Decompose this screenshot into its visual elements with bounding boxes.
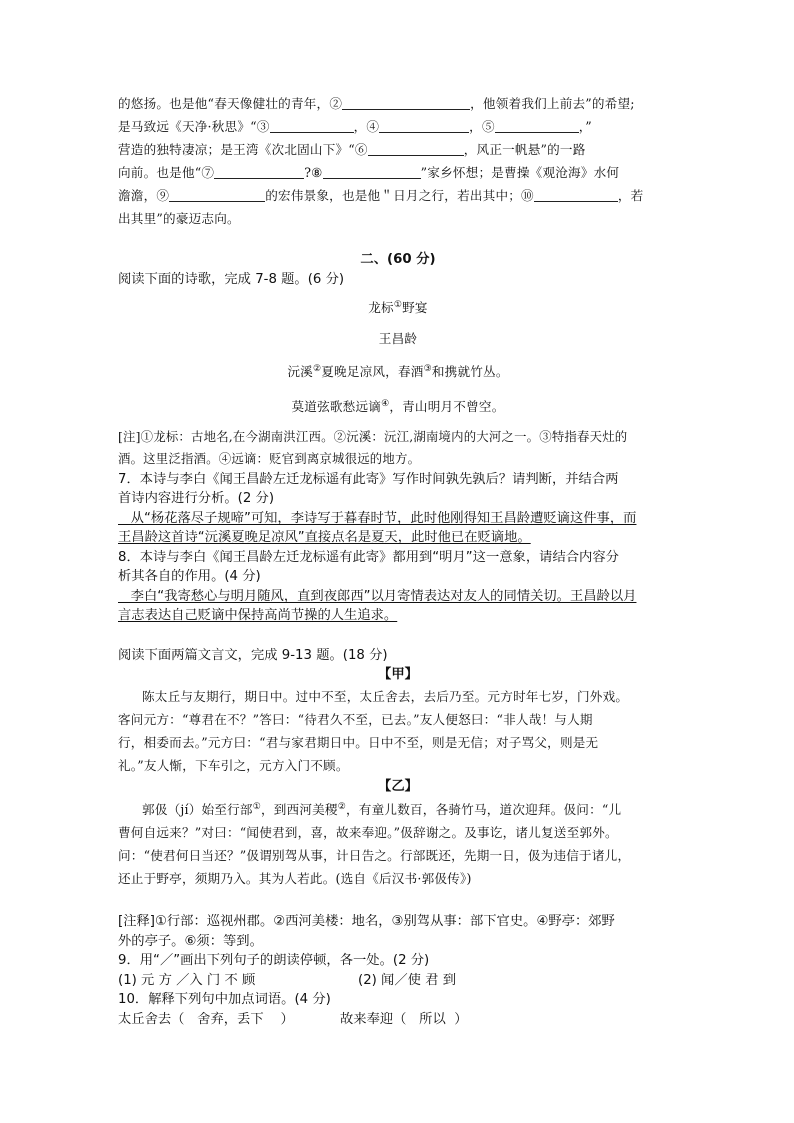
poem-title bbox=[118, 293, 678, 320]
answer-blank[interactable] bbox=[270, 118, 354, 133]
answer-blank[interactable] bbox=[323, 164, 421, 179]
footnote-marker: ② bbox=[312, 364, 322, 375]
answer-blank[interactable] bbox=[368, 141, 464, 156]
text: ，到西河美稷 bbox=[260, 802, 338, 818]
answer-text: 王昌龄这首诗“沅溪夏晚足凉风”直接点名是夏天，此时他已在贬谪地。 bbox=[118, 530, 531, 546]
text: 澹澹，⑨ bbox=[118, 188, 170, 203]
text: ，若 bbox=[617, 188, 644, 203]
fill-line-6: 出其里”的豪迈志向。 bbox=[118, 211, 240, 226]
fill-line-2 bbox=[118, 115, 678, 138]
text: 莫道弦歌愁远谪 bbox=[291, 399, 382, 415]
passage-yi bbox=[118, 796, 678, 890]
footnote-marker: ① bbox=[393, 300, 403, 310]
question-items bbox=[118, 971, 678, 991]
text: ?⑧ bbox=[304, 165, 323, 180]
passage-yi-heading: 【乙】 bbox=[378, 778, 418, 794]
passage-line: 曹何自远来？”对曰：“闻使君到，喜，故来奉迎。”伋辞谢之。及事讫，诸儿复送至郭外。 bbox=[118, 825, 618, 841]
poem-line-2 bbox=[118, 392, 678, 419]
answer-text: 言志表达自己贬谪中保持高尚节操的人生追求。 bbox=[118, 608, 398, 624]
section-heading: 二、(60 分) bbox=[360, 252, 436, 267]
answer-blank[interactable] bbox=[214, 164, 304, 179]
text: 和携就竹丛。 bbox=[431, 364, 509, 380]
text: ，有童儿数百，各骑竹马，道次迎拜。伋问：“儿 bbox=[346, 802, 622, 818]
answer-blank[interactable] bbox=[495, 118, 579, 133]
fill-in-section bbox=[118, 92, 678, 230]
text: ，⑤ bbox=[469, 119, 495, 134]
text: 龙标 bbox=[368, 300, 394, 316]
question-text: 9．用“／”画出下列句子的朗读停顿，各一处。(2 分) bbox=[118, 953, 430, 969]
fill-line-5 bbox=[118, 184, 678, 207]
text: 营造的独特凄凉；是王湾《次北固山下》“⑥ bbox=[118, 142, 368, 157]
text: ，④ bbox=[353, 119, 380, 134]
passage-jia bbox=[118, 685, 678, 777]
text: ，风正一帆悬”的一路 bbox=[463, 142, 586, 157]
passage-line: 客问元方：“尊君在不？”答曰：“待君久不至，已去。”友人便怒曰：“非人哉！与人期 bbox=[118, 711, 593, 727]
footnote-marker: ④ bbox=[381, 399, 390, 410]
answer-text: 李白“我寄愁心与明月随风，直到夜郎西”以月寄情表达对友人的同情关切。王昌龄以月 bbox=[118, 588, 637, 604]
passage-line: 陈太丘与友期行，期日中。过中不至，太丘舍去，去后乃至。元方时年七岁，门外戏。 bbox=[142, 688, 629, 704]
question-text: 7．本诗与李白《闻王昌龄左迁龙标遥有此寄》写作时间孰先孰后？请判断，并结合两 bbox=[118, 471, 619, 487]
fill-line-3 bbox=[118, 138, 678, 161]
question-items bbox=[118, 1010, 678, 1030]
question-text: 首诗内容进行分析。(2 分) bbox=[118, 491, 275, 507]
question-7 bbox=[118, 470, 678, 548]
answer-text: 从“杨花落尽子规啼”可知，李诗写于暮春时节，此时他刚得知王昌龄遭贬谪这件事，而 bbox=[118, 510, 637, 526]
note-line: [注]①龙标：古地名,在今湖南洪江西。②沅溪：沅江,湖南境内的大河之一。③特指春天灶的 bbox=[118, 428, 628, 444]
classical-notes bbox=[118, 912, 678, 951]
passage-line bbox=[118, 796, 678, 821]
poem-instruction: 阅读下面的诗歌，完成 7-8 题。(6 分) bbox=[118, 271, 345, 287]
footnote-marker: ② bbox=[337, 802, 347, 813]
passage-line: 行，相委而去。”元方曰：“君与家君期日中。日中不至，则是无信；对子骂父，则是无 bbox=[118, 734, 599, 750]
text: 的悠扬。也是他“春天像健壮的青年，② bbox=[118, 96, 343, 111]
question-text: 10．解释下列句中加点词语。(4 分) bbox=[118, 992, 331, 1008]
question-8 bbox=[118, 548, 678, 626]
passage-line: 还止于野亭，须期乃入。其为人若此。(选自《后汉书·郭伋传》) bbox=[118, 871, 472, 887]
answer-1: 太丘舍去（ 舍弃，丢下 ） bbox=[118, 1011, 294, 1027]
document-page bbox=[118, 92, 678, 1029]
answer-blank[interactable] bbox=[169, 187, 265, 202]
fill-line-1 bbox=[118, 92, 678, 115]
text: 是马致远《天净·秋思》“③ bbox=[118, 119, 270, 134]
note-line: [注释]①行部：巡视州郡。②西河美楼：地名，③别驾从事：部下官史。④野亭：郊野 bbox=[118, 914, 615, 930]
answer-blank[interactable] bbox=[534, 187, 618, 202]
text: 夏晚足凉风，春酒 bbox=[321, 364, 424, 380]
text: ”家乡怀想；是曹操《观沧海》水何 bbox=[420, 165, 620, 180]
question-10 bbox=[118, 990, 678, 1029]
note-line: 外的亭子。⑥须：等到。 bbox=[118, 933, 263, 949]
passage-jia-heading: 【甲】 bbox=[378, 667, 418, 683]
text: 野宴 bbox=[402, 300, 428, 316]
text: 的宏伟景象，也是他＂日月之行，若出其中；⑩ bbox=[265, 188, 534, 203]
text: ，” bbox=[578, 119, 592, 134]
answer-2: 故来奉迎（ 所以 ） bbox=[340, 1011, 468, 1027]
footnote-marker: ① bbox=[252, 802, 261, 813]
classical-instruction: 阅读下面两篇文言文，完成 9-13 题。(18 分) bbox=[118, 647, 388, 663]
poem-author: 王昌龄 bbox=[378, 331, 418, 347]
note-line: 酒。这里泛指酒。④远谪：贬官到离京城很远的地方。 bbox=[118, 450, 421, 466]
item-1: (1) 元 方 ／入 门 不 顾 bbox=[118, 972, 256, 988]
text: ，他领着我们上前去”的希望; bbox=[470, 96, 635, 111]
text: ，青山明月不曾空。 bbox=[389, 399, 505, 415]
question-text: 8．本诗与李白《闻王昌龄左迁龙标遥有此寄》都用到“明月”这一意象，请结合内容分 bbox=[118, 549, 619, 565]
answer-blank[interactable] bbox=[379, 118, 469, 133]
poem-notes bbox=[118, 426, 678, 470]
question-9 bbox=[118, 951, 678, 990]
poem-block bbox=[118, 293, 678, 420]
text: 向前。也是他“⑦ bbox=[118, 165, 215, 180]
item-2: (2) 闻／使 君 到 bbox=[358, 972, 456, 988]
text: 沅溪 bbox=[287, 364, 313, 380]
passage-line: 问：“使君何日当还？”伋谓别驾从事，计日告之。行部既还，先期一日，伋为违信于诸儿， bbox=[118, 848, 631, 864]
answer-blank[interactable] bbox=[342, 95, 470, 110]
passage-line: 礼。”友人惭，下车引之，元方入门不顾。 bbox=[118, 757, 349, 773]
fill-line-4 bbox=[118, 161, 678, 184]
text: 郭伋（jí）始至行部 bbox=[142, 802, 253, 818]
question-text: 析其各自的作用。(4 分) bbox=[118, 569, 261, 585]
footnote-marker: ③ bbox=[423, 364, 432, 375]
poem-line-1 bbox=[118, 357, 678, 384]
